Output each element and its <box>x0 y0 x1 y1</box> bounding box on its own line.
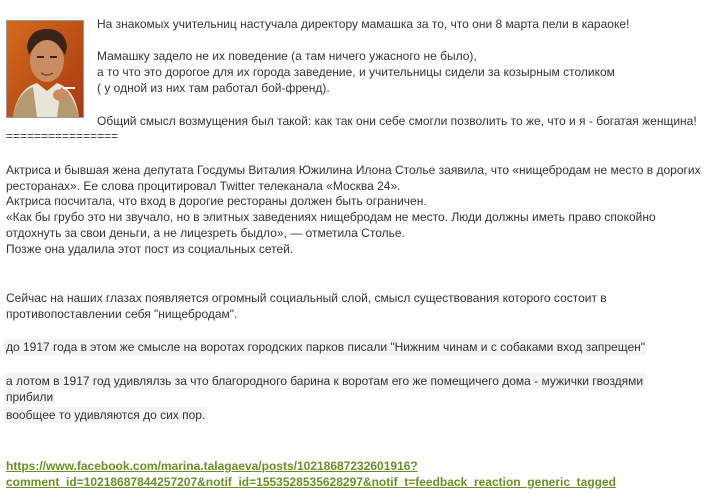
intro-line-2: Мамашку задело не их поведение (а там ничего ужасного не было), <box>97 49 477 63</box>
intro-line-3: а то что это дорогое для их города заведение, и учительницы сидели за козырным столиком <box>97 65 615 79</box>
history-line-3: прибили <box>6 390 54 404</box>
intro-line-1: На знакомых учительниц настучала директору мамашка за то, что они 8 марта пели в караоке! <box>97 17 630 31</box>
quote-line-2: ресторанах». Ее слова процитировал Twitter телеканала «Москва 24». <box>6 179 401 193</box>
link-line-1: https://www.facebook.com/marina.talagaeva/posts/10218687232601916? <box>6 459 418 473</box>
intro-line-5: Общий смысл возмущения был такой: как так они себе смогли позволить то же, что и я - богатая женщина! <box>97 114 697 128</box>
history-line-1: до 1917 года в этом же смысле на воротах городских парков писали "Нижним чинам и с собаками вход запрещен" <box>6 340 646 354</box>
intro-line-4: ( у одной из них там работал бой-френд). <box>97 81 330 95</box>
separator-line: ================ <box>6 129 119 143</box>
comment-line-1: Сейчас на наших глазах появляется огромный социальный слой, смысл существования которого состоит в <box>6 291 607 305</box>
quote-line-5: отдохнуть за свои деньги, а не лицезреть быдло», — отметила Столье. <box>6 226 405 240</box>
link-line-2: comment_id=10218687844257207&notif_id=1553528535628297&notif_t=feedback_reaction_generic_tagged <box>6 475 617 489</box>
history-line-2: а лотом в 1917 год удивлялзь за что благородного барина к воротам его же помещичего дома - мужички гвоздями <box>6 374 644 388</box>
quote-line-6: Позже она удалила этот пост из социальных сетей. <box>6 242 294 256</box>
quote-line-4: «Как бы грубо это ни звучало, но в элитных заведениях нищебродам не место. Люди должны иметь право спокойно <box>6 210 656 224</box>
history-line-4: вообщее то удивляются до сих пор. <box>6 408 206 422</box>
quote-line-3: Актриса посчитала, что вход в дорогие рестораны должен быть ограничен. <box>6 194 427 208</box>
comment-line-2: противопоставлении себя "нищебродам". <box>6 307 238 321</box>
author-photo <box>6 20 84 118</box>
quote-line-1: Актриса и бывшая жена депутата Госдумы Виталия Южилина Илона Столье заявила, что «нищебродам не место в дорогих <box>6 163 701 177</box>
portrait-image <box>7 21 83 117</box>
facebook-post-link[interactable] <box>6 458 616 490</box>
